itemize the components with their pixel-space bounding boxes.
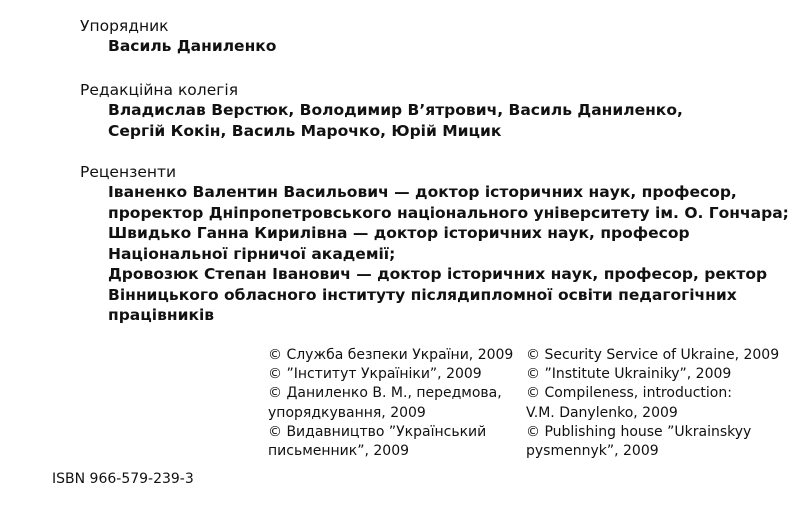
- editorial-board-line: Сергій Кокін, Василь Марочко, Юрій Мицик: [108, 121, 502, 140]
- editorial-board-line: Владислав Верстюк, Володимир В’ятрович, Василь Даниленко,: [108, 101, 683, 119]
- copyright-english: [526, 346, 791, 461]
- compiler-names: [108, 36, 276, 57]
- copyright-line: © Security Service of Ukraine, 2009: [526, 347, 780, 363]
- copyright-line: © Видавництво ”Український: [268, 423, 487, 440]
- editorial-board-names: [108, 100, 683, 141]
- reviewers-section: [80, 162, 789, 326]
- compiler-section: [80, 16, 276, 57]
- copyright-line: V.M. Danylenko, 2009: [526, 404, 678, 421]
- reviewer-line: Дровозюк Степан Іванович — доктор історичних наук, професор, ректор: [108, 265, 768, 283]
- copyright-line: © ”Institute Ukrainiky”, 2009: [526, 366, 732, 383]
- reviewers-names: [108, 182, 789, 326]
- copyright-line: © Даниленко В. М., передмова,: [268, 385, 502, 402]
- reviewer-line: проректор Дніпропетровського національного університету ім. О. Гончара;: [108, 203, 789, 222]
- compiler-label: Упорядник: [80, 17, 169, 35]
- copyright-line: письменник”, 2009: [268, 443, 410, 460]
- copyright-line: © Publishing house ”Ukrainskyy: [526, 423, 752, 440]
- copyright-line: pysmennyk”, 2009: [526, 443, 659, 460]
- copyright-ukrainian: [268, 346, 518, 461]
- copyright-line: © Compileness, introduction:: [526, 385, 732, 402]
- copyright-line: © ”Інститут Україніки”, 2009: [268, 366, 482, 383]
- copyright-line: упорядкування, 2009: [268, 404, 426, 421]
- reviewers-label: Рецензенти: [80, 163, 177, 181]
- reviewer-line: працівників: [108, 306, 215, 324]
- isbn-number: ISBN 966-579-239-3: [52, 471, 194, 487]
- editorial-board-label: Редакційна колегія: [80, 81, 239, 99]
- compiler-name: Василь Даниленко: [108, 37, 277, 55]
- reviewer-line: Швидько Ганна Кирилівна — доктор історичних наук, професор: [108, 224, 690, 242]
- copyright-line: © Служба безпеки України, 2009: [268, 347, 514, 363]
- reviewer-line: Вінницького обласного інституту післядипломної освіти педагогічних: [108, 285, 737, 304]
- reviewer-line: Національної гірничої академії;: [108, 244, 396, 263]
- reviewer-line: Іваненко Валентин Васильович — доктор історичних наук, професор,: [108, 183, 737, 201]
- editorial-board-section: [80, 80, 683, 141]
